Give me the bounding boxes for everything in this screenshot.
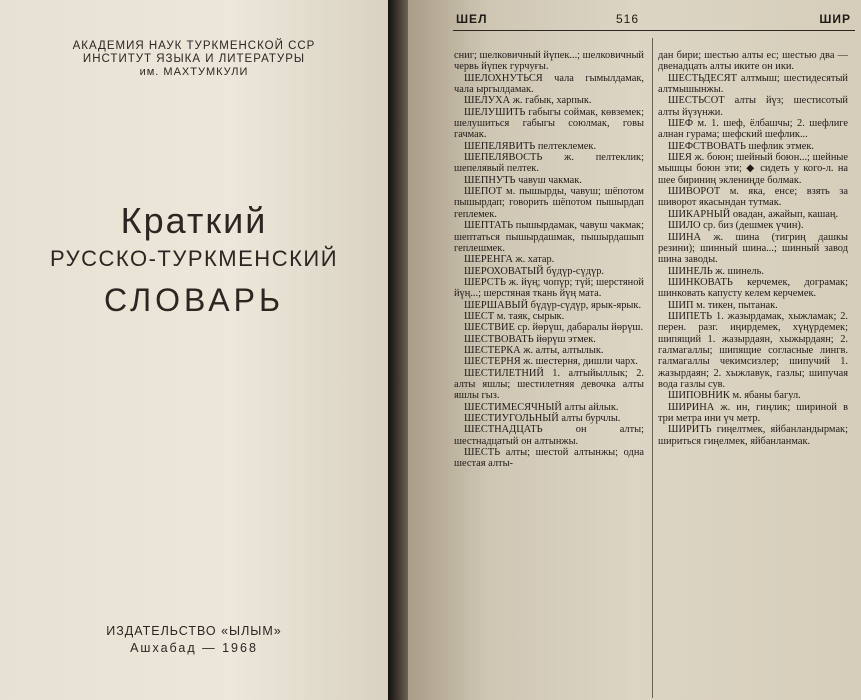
- dictionary-entry: ШЕПОТ м. пышырды, чавуш; шёпотом пышырдап; говорить шёпотом пышырдап геплемек.: [454, 186, 644, 220]
- dictionary-entry: ШЕЛУШИТЬ габыгы соймак, көвземек; шелушиться габыгы союлмак, говы гачмак.: [454, 106, 644, 141]
- dictionary-entry: ШЕСТИМЕСЯЧНЫЙ алты айлык.: [464, 401, 619, 413]
- dictionary-entry: ШЕСТНАДЦАТЬ он алты; шестнадцатый он алтынжы.: [454, 424, 644, 447]
- dictionary-entry: ШЕЛОХНУТЬСЯ чала гымылдамак, чала ыргылдамак.: [454, 72, 644, 96]
- publisher: ИЗДАТЕЛЬСТВО «ЫЛЫМ»: [106, 624, 282, 638]
- dictionary-entry: дан бири; шестью алты ес; шестью два — двенадцать алты иките он ики.: [658, 50, 848, 73]
- dictionary-entry: ШЕФСТВОВАТЬ шефлик этмек.: [668, 140, 814, 152]
- dictionary-entry: ШИНЕЛЬ ж. шинель.: [668, 265, 764, 277]
- dictionary-entry: ШЕРЕНГА ж. хатар.: [464, 254, 555, 266]
- dictionary-entry: ШЕПЕЛЯВОСТЬ ж. пелтеклик; шепелявый пелтек.: [454, 152, 644, 175]
- dictionary-entry: ШИВОРОТ м. яка, енсе; взять за шиворот якасындан тутмак.: [658, 186, 848, 209]
- dictionary-entry: ШИПОВНИК м. ябаны багул.: [668, 390, 801, 402]
- dictionary-entry: ШЕРСТЬ ж. йүң; чопүр; түй; шерстяной йүң...; шерстяная ткань йүң мата.: [454, 276, 644, 300]
- dictionary-entry: ШИЛО ср. биз (дешмек үчин).: [668, 220, 804, 232]
- dictionary-entry: ШИНА ж. шина (тигриң дашкы резини); шинный шина...; шинный завод шина заводы.: [658, 231, 848, 266]
- dictionary-entry: сниг; шелковичный йүпек...; шелковичный червь йүпек гурчуғы.: [454, 50, 644, 73]
- title-line-3: СЛОВАРЬ: [104, 282, 284, 318]
- institution-line-3: им. МАХТУМКУЛИ: [139, 66, 249, 78]
- dictionary-entry: ШИПЕТЬ 1. жазырдамак, хыжламак; 2. перен. разг. иңирдемек, хүңүрдемек; шипящий 1. жазырдаян, хыжырдаян; 2. галмагаллы; шипящие согласные лингв. галмагаллы чекимсизлер; шипучий 1. жазырдаян; 2. хыжлавук, газлы; шипучая вода газлы сув.: [658, 310, 848, 390]
- page-number: 516: [616, 12, 640, 26]
- dictionary-entry: ШЕЛУХА ж. габык, харпык.: [464, 95, 592, 107]
- title-line-2: РУССКО-ТУРКМЕНСКИЙ: [49, 246, 339, 271]
- city-year: Ашхабад — 1968: [130, 641, 258, 655]
- title-line-1: Краткий: [120, 200, 268, 241]
- dictionary-entry: ШИНКОВАТЬ керчемек, дограмак; шинковать капусту келем керчемек.: [658, 276, 848, 300]
- dictionary-entry: ШЕПНУТЬ чавуш чакмак.: [464, 174, 582, 186]
- dictionary-entry: ШЕСТЕРНЯ ж. шестерня, дишли чарх.: [464, 356, 639, 368]
- institution-line-1: АКАДЕМИЯ НАУК ТУРКМЕНСКОЙ ССР: [72, 40, 316, 52]
- institution-line-2: ИНСТИТУТ ЯЗЫКА И ЛИТЕРАТУРЫ: [82, 53, 306, 65]
- dictionary-column-1: [454, 50, 644, 470]
- dictionary-entry: ШЕФ м. 1. шеф, ёлбашчы; 2. шефлиге алнан гурама; шефский шефлик...: [658, 118, 848, 141]
- header-rule: [453, 30, 855, 31]
- dictionary-entry: ШЕСТЬСОТ алты йүз; шестисотый алты йүзүнжи.: [658, 95, 848, 118]
- dictionary-entry: ШИКАРНЫЙ овадан, ажайып, кашаң.: [668, 208, 839, 220]
- dictionary-entry: ШИП м. тикен, пытанак.: [668, 299, 778, 311]
- dictionary-entry: ШЕСТЬ алты; шестой алтынжы; одна шестая алты-: [454, 447, 644, 470]
- dictionary-entry: ШЕСТ м. таяк, сырык.: [464, 310, 565, 322]
- dictionary-entry: ШЕСТВОВАТЬ йөрүш этмек.: [464, 333, 596, 345]
- running-head-right: ШИР: [819, 12, 851, 26]
- title-page: [0, 0, 388, 700]
- dictionary-entry: ШЕПЕЛЯВИТЬ пелтеклемек.: [464, 140, 597, 152]
- dictionary-entry: ШЕСТИЛЕТНИЙ 1. алтыйыллык; 2. алты яшлы; шестилетняя девочка алты яшлы гыз.: [454, 367, 644, 402]
- dictionary-entry: ШЕСТВИЕ ср. йөрүш, дабаралы йөрүш.: [464, 322, 644, 334]
- book-gutter: [388, 0, 408, 700]
- dictionary-entry: ШИРИНА ж. ин, гиңлик; шириной в три метра ини үч метр.: [658, 401, 848, 424]
- running-head-left: ШЕЛ: [456, 12, 488, 26]
- dictionary-entry: ШЕСТЕРКА ж. алты, алтылык.: [464, 344, 604, 356]
- dictionary-entry: ШЕЯ ж. боюн; шейный боюн...; шейные мышцы боюн эти; ◆ сидеть у кого-л. на шее бириниң эклениңде болмак.: [658, 152, 848, 186]
- dictionary-entry: ШИРИТЬ гиңелтмек, яйбанландырмак; шириться гиңелмек, яйбанланмак.: [658, 424, 848, 447]
- column-divider: [652, 38, 653, 698]
- dictionary-entry: ШЕПТАТЬ пышырдамак, чавуш чакмак; шептаться пышырдашмак, пышырдашып геплешмек.: [454, 220, 644, 254]
- dictionary-entry: ШЕРШАВЫЙ бүдүр-сүдүр, ярык-ярык.: [464, 299, 642, 311]
- dictionary-column-2: [658, 50, 848, 447]
- dictionary-entry: ШЕРОХОВАТЫЙ бүдүр-сүдүр.: [464, 265, 604, 277]
- dictionary-entry: ШЕСТИУГОЛЬНЫЙ алты бурчлы.: [464, 413, 621, 424]
- dictionary-entry: ШЕСТЬДЕСЯТ алтмыш; шестидесятый алтмышынжы.: [658, 72, 848, 96]
- dictionary-page: [408, 0, 861, 700]
